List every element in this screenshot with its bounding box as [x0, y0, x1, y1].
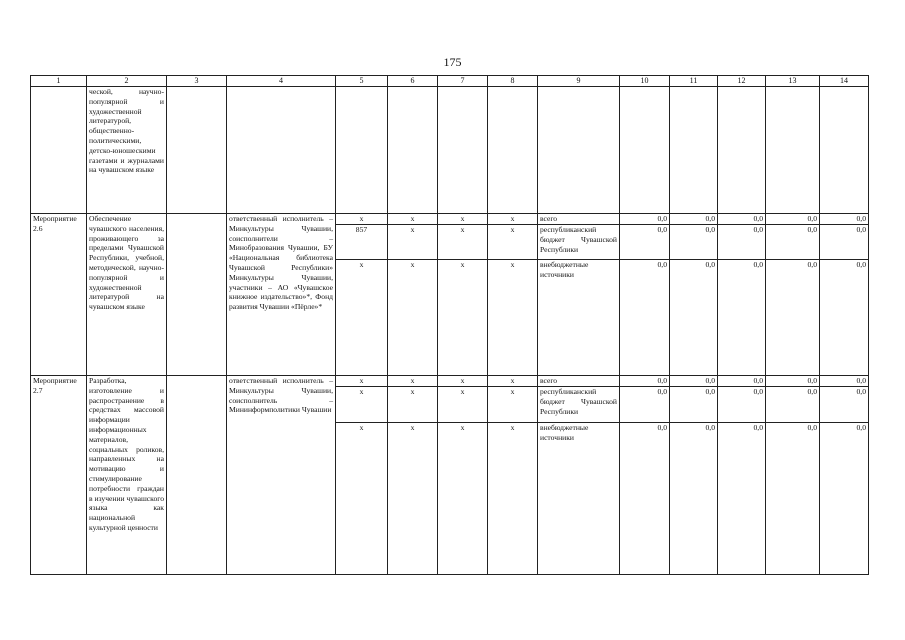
header-cell: 9 — [538, 76, 620, 87]
code-cell: x — [438, 260, 488, 376]
code-cell: x — [388, 387, 438, 423]
funding-source: всего — [538, 376, 620, 387]
code-cell: x — [438, 387, 488, 423]
event-label: Мероприятие 2.6 — [31, 214, 87, 376]
value-cell: 0,0 — [670, 260, 718, 376]
value-cell: 0,0 — [620, 260, 670, 376]
header-cell: 6 — [388, 76, 438, 87]
value-cell: 0,0 — [820, 260, 869, 376]
value-cell: 0,0 — [620, 225, 670, 260]
funding-source: республиканский бюджет Чувашской Республики — [538, 387, 620, 423]
code-cell: x — [488, 225, 538, 260]
header-cell: 12 — [718, 76, 766, 87]
value-cell: 0,0 — [766, 214, 820, 225]
value-cell: 0,0 — [718, 214, 766, 225]
value-cell: 0,0 — [766, 376, 820, 387]
value-cell: 0,0 — [620, 376, 670, 387]
code-cell: x — [488, 260, 538, 376]
code-cell: x — [438, 214, 488, 225]
header-row — [31, 76, 869, 87]
value-cell: 0,0 — [766, 225, 820, 260]
header-cell: 8 — [488, 76, 538, 87]
table-row — [31, 376, 869, 387]
code-cell: x — [488, 376, 538, 387]
code-cell: x — [488, 214, 538, 225]
funding-source: всего — [538, 214, 620, 225]
header-cell: 1 — [31, 76, 87, 87]
value-cell: 0,0 — [718, 260, 766, 376]
header-cell: 14 — [820, 76, 869, 87]
value-cell: 0,0 — [670, 423, 718, 575]
value-cell: 0,0 — [620, 387, 670, 423]
value-cell: 0,0 — [670, 214, 718, 225]
code-cell: x — [388, 376, 438, 387]
value-cell: 0,0 — [820, 214, 869, 225]
page-number: 175 — [443, 55, 462, 69]
header-cell: 3 — [167, 76, 227, 87]
value-cell: 0,0 — [718, 376, 766, 387]
event-executor: ответственный исполнитель – Минкультуры Чувашии, соисполнители – Минобразования Чувашии, БУ «Национальная библиотека Чувашской Республики» Минкультуры Чувашии, участники – АО «Чувашское книжное издательство»*, Фонд развития Чувашии «Пёрле»* — [227, 214, 336, 376]
continuation-row — [31, 87, 869, 214]
continuation-name: ческой, научно-популярной и художественной литературой, общественно-политическими, детско-юношескими газетами и журналами на чувашском языке — [87, 87, 167, 214]
header-cell: 13 — [766, 76, 820, 87]
funding-source: внебюджетные источники — [538, 260, 620, 376]
program-table — [30, 75, 869, 575]
value-cell: 0,0 — [766, 423, 820, 575]
event-name: Обеспечение чувашского населения, проживающего за пределами Чувашской Республики, учебной, методической, научно-популярной и художественной литературой на чувашском языке — [87, 214, 167, 376]
code-cell: 857 — [336, 225, 388, 260]
code-cell: x — [336, 260, 388, 376]
funding-source: внебюджетные источники — [538, 423, 620, 575]
code-cell: x — [488, 387, 538, 423]
value-cell: 0,0 — [620, 423, 670, 575]
value-cell: 0,0 — [718, 423, 766, 575]
code-cell: x — [388, 214, 438, 225]
value-cell: 0,0 — [766, 260, 820, 376]
event-label: Мероприятие 2.7 — [31, 376, 87, 575]
value-cell: 0,0 — [820, 225, 869, 260]
code-cell: x — [388, 260, 438, 376]
header-cell: 10 — [620, 76, 670, 87]
value-cell: 0,0 — [718, 387, 766, 423]
header-cell: 5 — [336, 76, 388, 87]
event-executor: ответственный исполнитель – Минкультуры Чувашии, соисполнитель – Мининформполитики Чувашии — [227, 376, 336, 575]
value-cell: 0,0 — [620, 214, 670, 225]
value-cell: 0,0 — [670, 387, 718, 423]
header-cell: 7 — [438, 76, 488, 87]
header-cell: 11 — [670, 76, 718, 87]
code-cell: x — [438, 225, 488, 260]
code-cell: x — [488, 423, 538, 575]
header-cell: 4 — [227, 76, 336, 87]
code-cell: x — [336, 387, 388, 423]
code-cell: x — [438, 376, 488, 387]
event-name: Разработка, изготовление и распространение в средствах массовой информации информационных материалов, социальных роликов, направленных на мотивацию и стимулирование потребности граждан в изучении чувашского языка как национальной культурной ценности — [87, 376, 167, 575]
value-cell: 0,0 — [670, 376, 718, 387]
funding-source: республиканский бюджет Чувашской Республики — [538, 225, 620, 260]
code-cell: x — [336, 376, 388, 387]
code-cell: x — [388, 423, 438, 575]
value-cell: 0,0 — [766, 387, 820, 423]
table-row — [31, 214, 869, 225]
code-cell: x — [388, 225, 438, 260]
value-cell: 0,0 — [718, 225, 766, 260]
value-cell: 0,0 — [820, 376, 869, 387]
code-cell: x — [336, 423, 388, 575]
value-cell: 0,0 — [670, 225, 718, 260]
code-cell: x — [336, 214, 388, 225]
code-cell: x — [438, 423, 488, 575]
header-cell: 2 — [87, 76, 167, 87]
value-cell: 0,0 — [820, 387, 869, 423]
value-cell: 0,0 — [820, 423, 869, 575]
